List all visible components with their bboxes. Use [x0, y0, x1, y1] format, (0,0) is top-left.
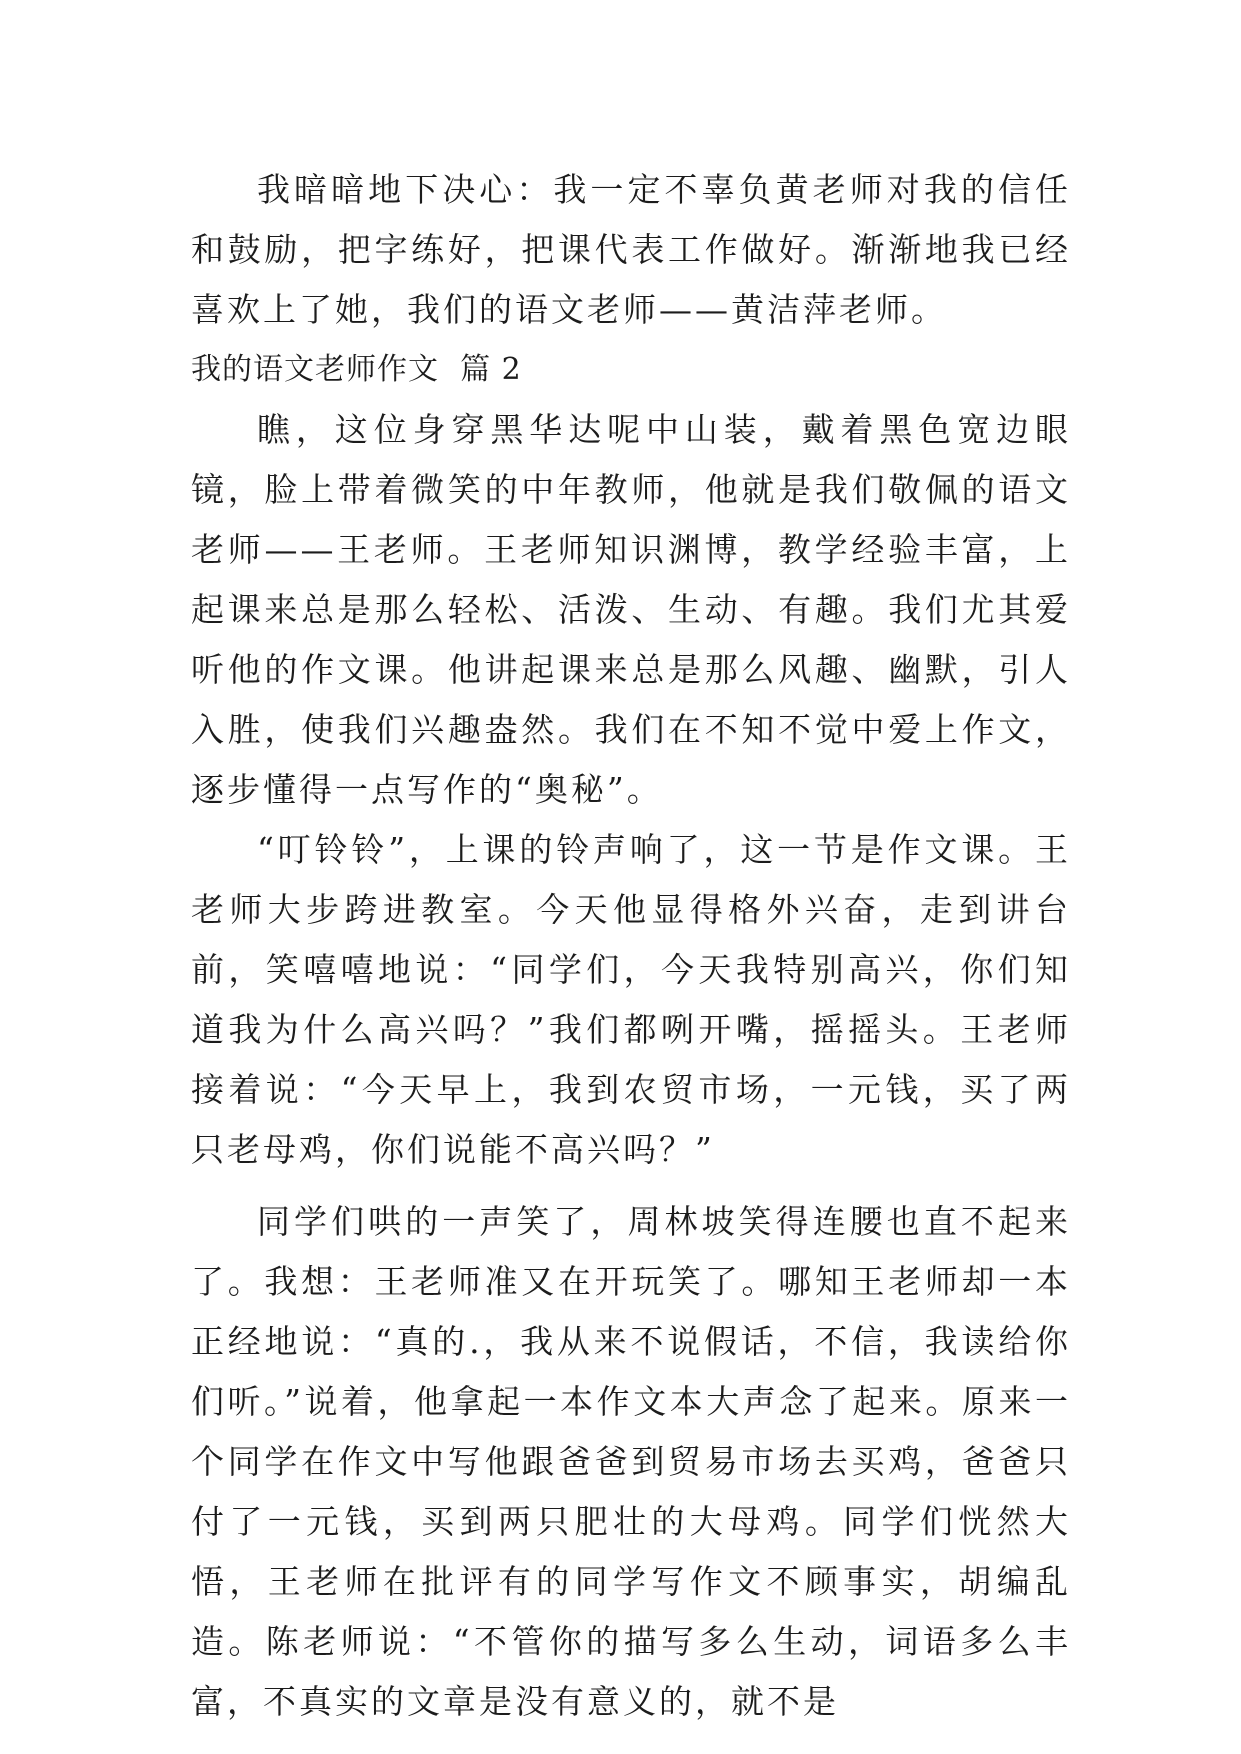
paragraph-gap [191, 1180, 1071, 1192]
section-heading [191, 340, 1071, 400]
paragraph-class-laughs: 同学们哄的一声笑了，周林坡笑得连腰也直不起来了。我想：王老师准又在开玩笑了。哪知王老师却一本正经地说：“真的.，我从来不说假话，不信，我读给你们听。”说着，他拿起一本作文本大声念了起来。原来一个同学在作文中写他跟爸爸到贸易市场去买鸡，爸爸只付了一元钱，买到两只肥壮的大母鸡。同学们恍然大悟，王老师在批评有的同学写作文不顾事实，胡编乱造。陈老师说：“不管你的描写多么生动，词语多么丰富，不真实的文章是没有意义的，就不是 [191, 1202, 1071, 1721]
document-body [191, 160, 1071, 1732]
section-heading-text: 我的语文老师作文 篇 2 [191, 352, 522, 387]
paragraph-resolve: 我暗暗地下决心：我一定不辜负黄老师对我的信任和鼓励，把字练好，把课代表工作做好。渐渐地我已经喜欢上了她，我们的语文老师——黄洁萍老师。 [191, 170, 1071, 329]
paragraph-bell-rings: “叮铃铃”，上课的铃声响了，这一节是作文课。王老师大步跨进教室。今天他显得格外兴奋，走到讲台前，笑嘻嘻地说：“同学们，今天我特别高兴，你们知道我为什么高兴吗？”我们都咧开嘴，摇摇头。王老师接着说：“今天早上，我到农贸市场，一元钱，买了两只老母鸡，你们说能不高兴吗？” [191, 830, 1071, 1169]
paragraph-intro-teacher: 瞧，这位身穿黑华达呢中山装，戴着黑色宽边眼镜，脸上带着微笑的中年教师，他就是我们敬佩的语文老师——王老师。王老师知识渊博，教学经验丰富，上起课来总是那么轻松、活泼、生动、有趣。我们尤其爱听他的作文课。他讲起课来总是那么风趣、幽默，引人入胜，使我们兴趣盎然。我们在不知不觉中爱上作文，逐步懂得一点写作的“奥秘”。 [191, 410, 1071, 809]
